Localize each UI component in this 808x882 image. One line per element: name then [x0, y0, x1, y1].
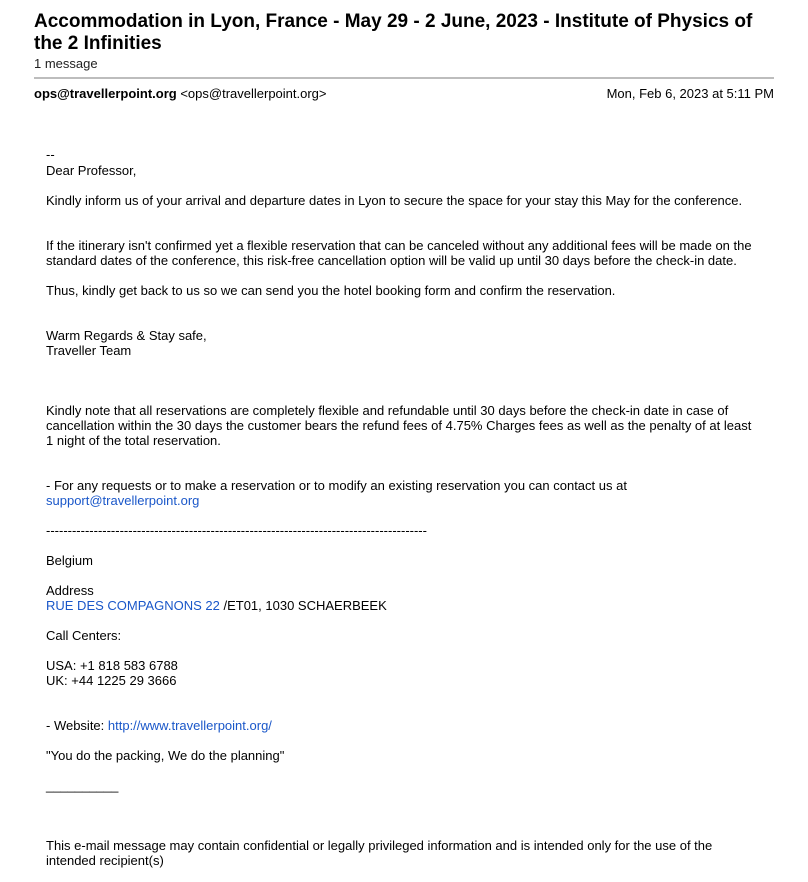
header-divider	[34, 77, 774, 79]
website	[46, 718, 762, 733]
paragraph-flexible: If the itinerary isn't confirmed yet a flexible reservation that can be canceled without any additional fees will be made on the standard dates of the conference, this risk-free cancellation option will be valid up until 30 days before the check-in date.	[46, 238, 752, 268]
team-name: Traveller Team	[46, 343, 132, 358]
sender-email: <ops@travellerpoint.org>	[180, 86, 327, 101]
call-centers-label: Call Centers:	[46, 628, 122, 643]
signature-dash: --	[46, 147, 55, 162]
paragraph-cancellation: Kindly note that all reservations are completely flexible and refundable until 30 days before the check-in date in case of cancellation within the 30 days the customer bears the refund fees of 4.75% Charges fees as well as the penalty of at least 1 night of the total reservation.	[46, 403, 752, 448]
country: Belgium	[46, 553, 93, 568]
separator-line: ----------------------------------------------------------------------------------------	[46, 523, 427, 538]
slogan: "You do the packing, We do the planning"	[46, 748, 285, 763]
support-email-link[interactable]: support@travellerpoint.org	[46, 493, 200, 508]
email-subject: Accommodation in Lyon, France - May 29 - 2 June, 2023 - Institute of Physics of the 2 Infinities	[34, 11, 753, 54]
disclaimer: This e-mail message may contain confidential or legally privileged information and is intended only for the use of the intended recipient(s)	[46, 838, 713, 868]
greeting: Dear Professor,	[46, 163, 137, 178]
website-label: - Website:	[46, 718, 108, 733]
address	[46, 598, 762, 613]
address-label: Address	[46, 583, 94, 598]
sender-name[interactable]: ops@travellerpoint.org	[34, 86, 177, 101]
contact-text: - For any requests or to make a reservation or to modify an existing reservation you can contact us at	[46, 478, 627, 493]
paragraph-contact	[46, 478, 762, 508]
website-link[interactable]: http://www.travellerpoint.org/	[107, 718, 272, 733]
message-date: Mon, Feb 6, 2023 at 5:11 PM	[606, 86, 774, 101]
phone-uk: UK: +44 1225 29 3666	[46, 673, 177, 688]
paragraph-followup: Thus, kindly get back to us so we can send you the hotel booking form and confirm the reservation.	[46, 283, 616, 298]
underline-rule: __________	[46, 778, 119, 793]
phone-usa: USA: +1 818 583 6788	[46, 658, 178, 673]
sender	[34, 86, 327, 101]
paragraph-arrival: Kindly inform us of your arrival and departure dates in Lyon to secure the space for your stay this May for the conference.	[46, 193, 743, 208]
address-link[interactable]: RUE DES COMPAGNONS 22	[46, 598, 220, 613]
message-count: 1 message	[34, 56, 98, 71]
regards: Warm Regards & Stay safe,	[46, 328, 207, 343]
address-rest: /ET01, 1030 SCHAERBEEK	[219, 598, 387, 613]
